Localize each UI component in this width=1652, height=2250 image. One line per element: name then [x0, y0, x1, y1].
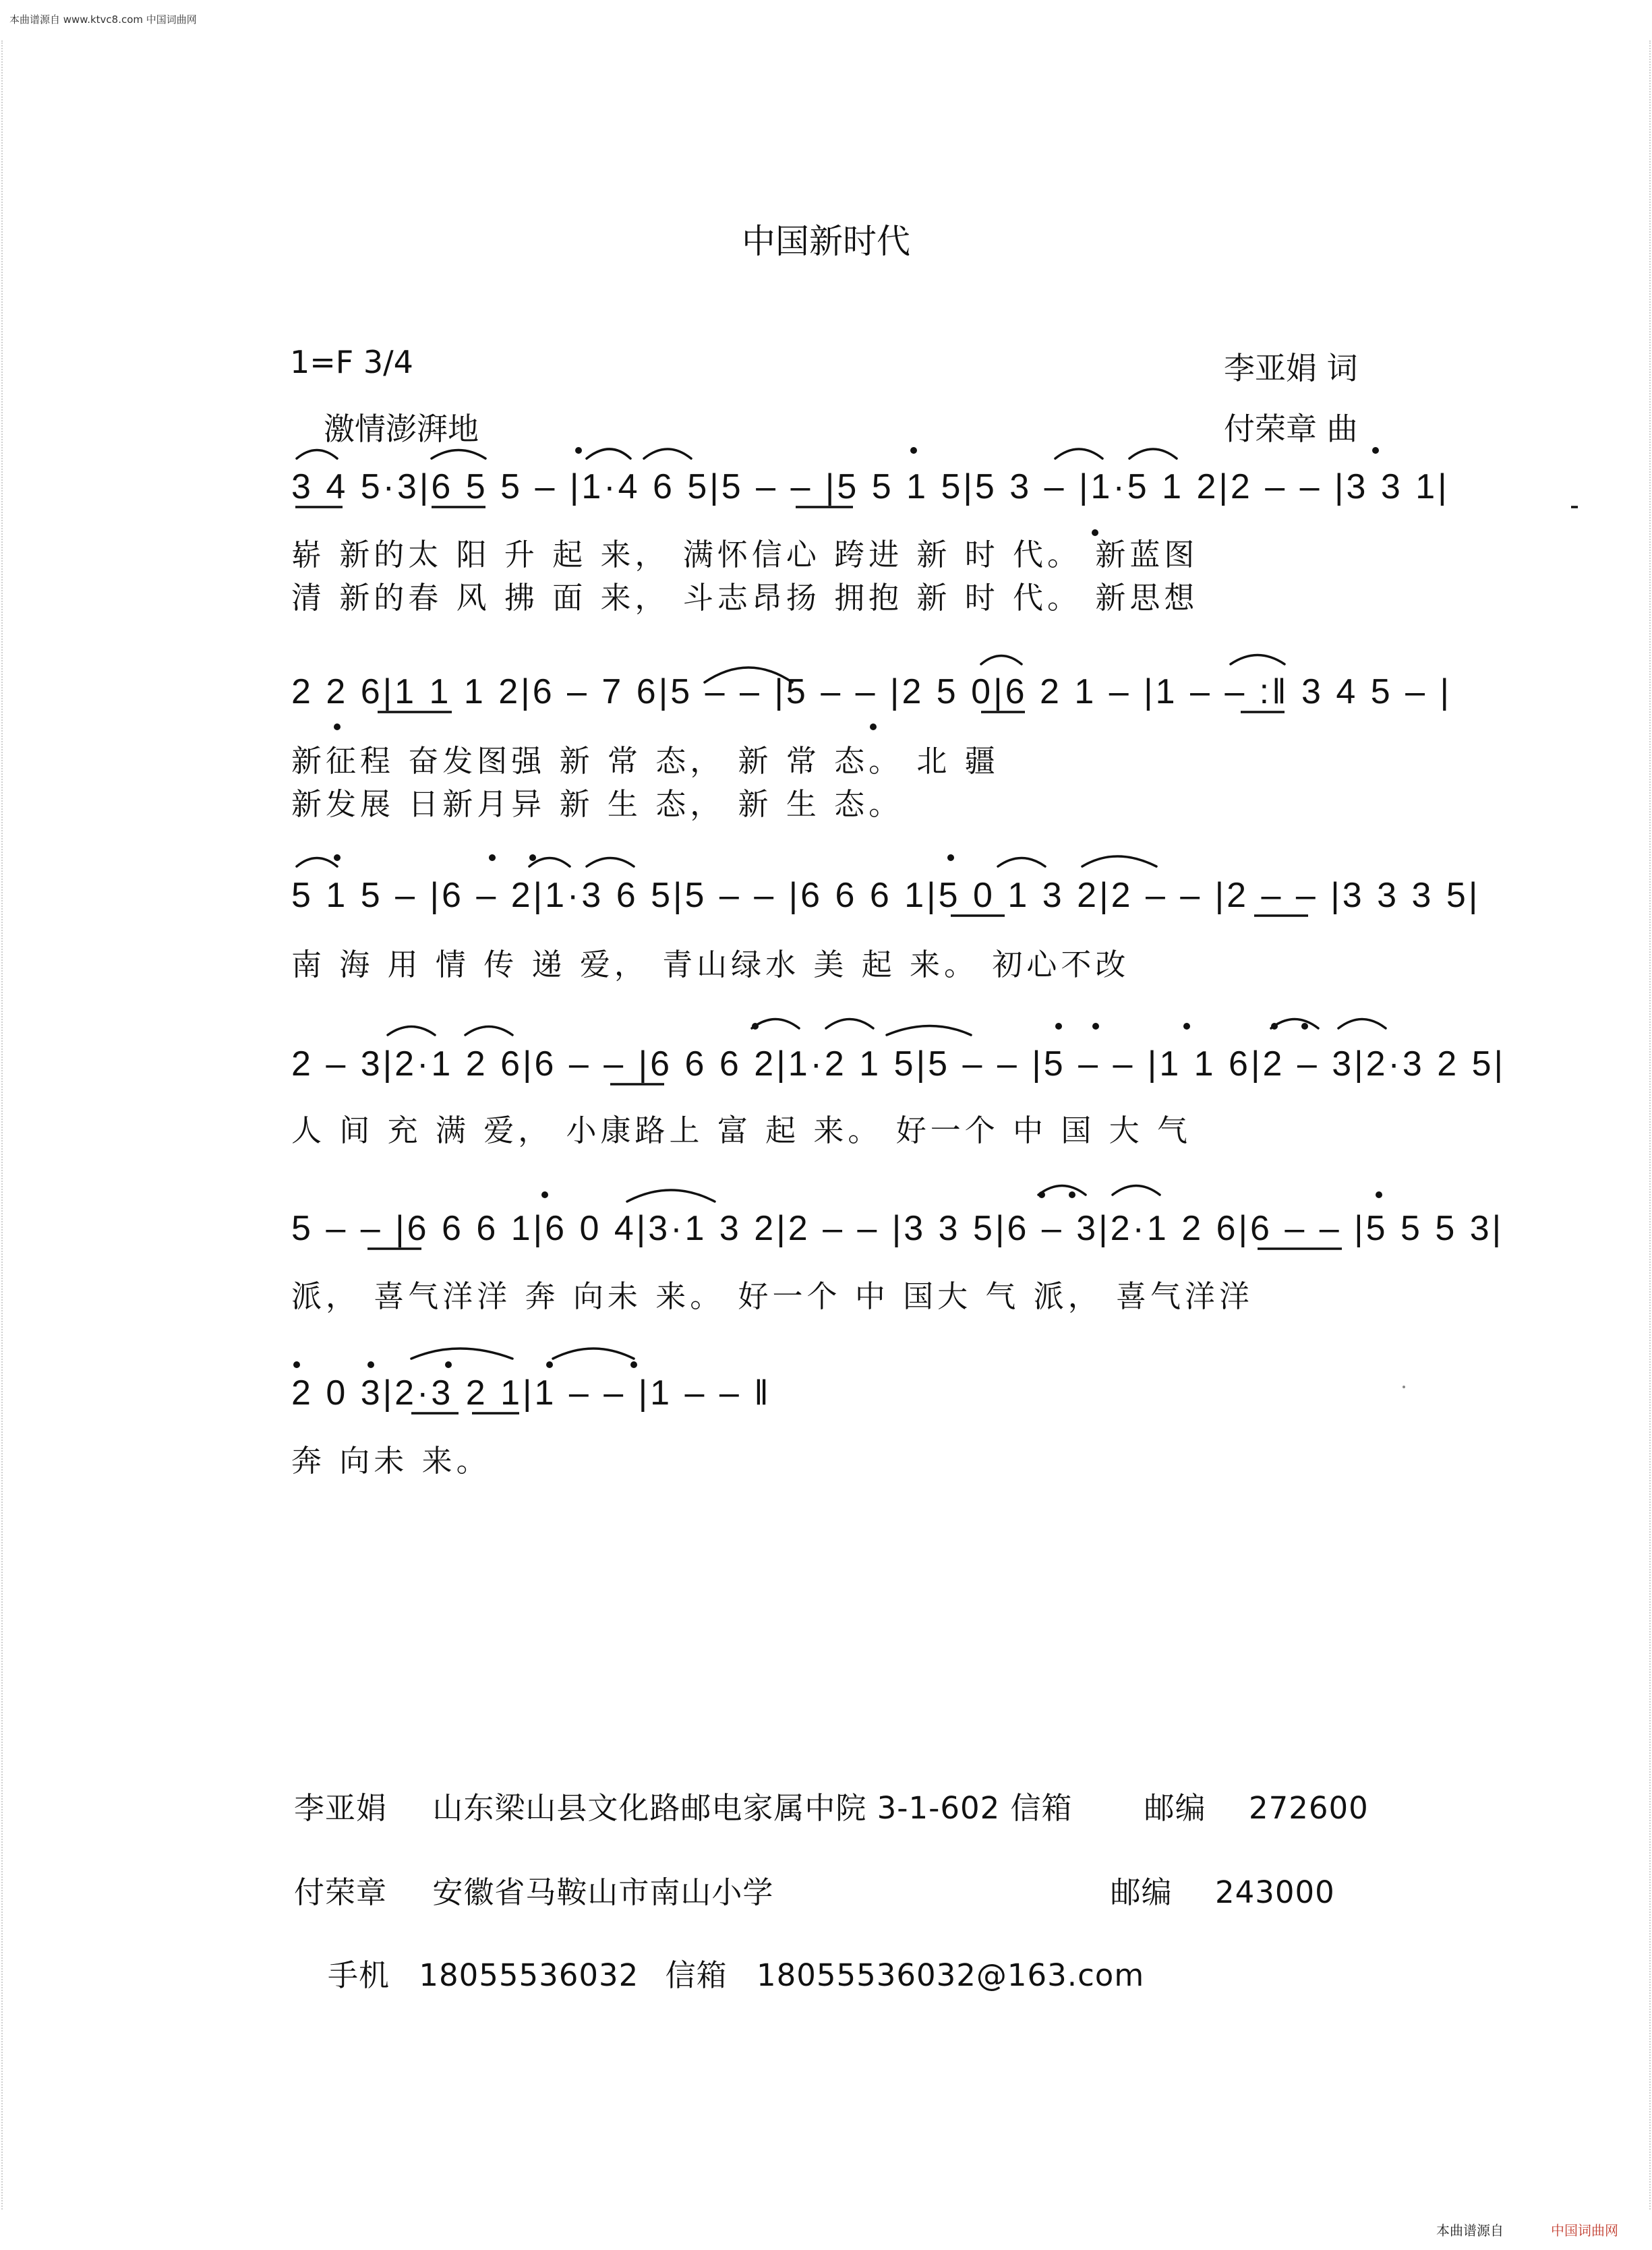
octave-dot	[752, 1023, 759, 1030]
email-value: 18055536032@163.com	[756, 1957, 1145, 1993]
lyrics-system-2-verse-2: 新发展 日新月异 新 生 态， 新 生 态。	[291, 786, 904, 822]
slur-mark	[752, 1019, 799, 1029]
score-system-6: 2 0 3|2·3 2 1|1 – – |1 – – ‖	[291, 1373, 771, 1413]
octave-dot	[293, 1361, 300, 1368]
key-time-signature: 1=F 3/4	[290, 344, 413, 380]
contact-name: 李亚娟	[294, 1790, 388, 1826]
octave-dot	[1092, 1023, 1099, 1030]
postcode-value: 243000	[1214, 1874, 1335, 1910]
slur-mark	[388, 1027, 435, 1036]
score-system-2: 2 2 6|1 1 1 2|6 – 7 6|5 – – |5 – – |2 5 0|6 2 1 – |1 – – :‖ 3 4 5 – |	[291, 672, 1452, 711]
octave-dot	[1069, 1191, 1075, 1198]
lyrics-system-1-verse-2: 清 新的春 风 拂 面 来， 斗志昂扬 拥抱 新 时 代。 新思想	[291, 580, 1199, 616]
octave-dot	[1372, 447, 1379, 454]
postcode-label: 邮编	[1110, 1874, 1173, 1910]
phone-value: 18055536032	[419, 1957, 639, 1993]
octave-dot	[630, 1361, 637, 1368]
slur-mark	[826, 1019, 873, 1029]
slur-mark	[1082, 856, 1156, 866]
right-edge-strip	[1640, 40, 1651, 2210]
slur-mark	[981, 656, 1022, 665]
slur-mark	[1271, 1019, 1318, 1029]
octave-dot	[947, 854, 954, 861]
octave-dot	[529, 854, 536, 861]
source-credit: 本曲谱源自 www.ktvc8.com 中国词曲网	[9, 13, 197, 26]
lyrics-system-2-verse-1: 新征程 奋发图强 新 常 态， 新 常 态。 北 疆	[291, 743, 999, 779]
octave-dot	[575, 447, 582, 454]
slur-mark	[465, 1027, 512, 1036]
slur-mark	[644, 449, 691, 458]
tempo-marking: 激情澎湃地	[324, 411, 479, 447]
octave-dot	[541, 1191, 548, 1198]
contact-composer	[294, 1868, 1335, 1912]
score-system-5: 5 – – |6 6 6 1|6 0 4|3·1 3 2|2 – – |3 3 5|6 – 3|2·1 2 6|6 – – |5 5 5 3|	[291, 1209, 1504, 1248]
octave-dot	[870, 723, 877, 730]
slur-mark	[1338, 1019, 1386, 1029]
contact-address: 安徽省马鞍山市南山小学	[432, 1874, 774, 1910]
left-edge-strip	[1, 40, 12, 2210]
postcode-value: 272600	[1248, 1790, 1369, 1826]
lyricist-credit: 李亚娟 词	[1224, 350, 1358, 386]
slur-mark	[1129, 449, 1177, 458]
slur-mark	[297, 450, 337, 459]
octave-dot	[1271, 1023, 1278, 1030]
postcode-label: 邮编	[1144, 1790, 1206, 1826]
lyrics-system-3: 南 海 用 情 传 递 爱， 青山绿水 美 起 来。 初心不改	[291, 947, 1130, 982]
footer-site-name: 中国词曲网	[1551, 2222, 1618, 2239]
song-title: 中国新时代	[742, 222, 910, 261]
contact-name: 付荣章	[294, 1874, 388, 1910]
slur-mark	[553, 1349, 634, 1359]
octave-dot	[1183, 1023, 1190, 1030]
phone-label: 手机	[328, 1957, 390, 1993]
octave-dot	[1376, 1191, 1382, 1198]
octave-dot	[1301, 1023, 1308, 1030]
slur-mark	[1231, 655, 1285, 665]
slur-mark	[529, 858, 570, 867]
lyrics-system-4: 人 间 充 满 爱， 小康路上 富 起 来。 好一个 中 国 大 气	[291, 1113, 1191, 1148]
slur-mark	[887, 1026, 971, 1036]
contact-address: 山东梁山县文化路邮电家属中院 3-1-602 信箱	[432, 1790, 1073, 1826]
contact-lyricist	[294, 1783, 1369, 1827]
composer-credit: 付荣章 曲	[1224, 411, 1358, 447]
octave-dot	[334, 723, 341, 730]
stray-dot	[1403, 1386, 1405, 1388]
octave-dot	[546, 1361, 553, 1368]
slur-mark	[432, 450, 485, 459]
score-system-4: 2 – 3|2·1 2 6|6 – – |6 6 6 2|1·2 1 5|5 – – |5 – – |1 1 6|2 – 3|2·3 2 5|	[291, 1044, 1506, 1084]
footer-source-text: 本曲谱源自	[1436, 2222, 1504, 2239]
slur-mark	[1055, 449, 1102, 458]
lyrics-system-5: 派， 喜气洋洋 奔 向未 来。 好一个 中 国大 气 派， 喜气洋洋	[291, 1278, 1254, 1314]
contact-phone-email	[328, 1951, 1144, 1994]
slur-mark	[587, 858, 634, 867]
lyrics-system-1-verse-1: 崭 新的太 阳 升 起 来， 满怀信心 跨进 新 时 代。 新蓝图	[291, 537, 1199, 572]
octave-dot	[1055, 1023, 1062, 1030]
slur-mark	[1038, 1186, 1086, 1195]
octave-dot	[1038, 1191, 1045, 1198]
score-system-3: 5 1 5 – |6 – 2|1·3 6 5|5 – – |6 6 6 1|5 0 1 3 2|2 – – |2 – – |3 3 3 5|	[291, 876, 1481, 915]
octave-dot	[445, 1361, 452, 1368]
octave-dot	[334, 854, 341, 861]
mailbox-label: 信箱	[665, 1957, 728, 1993]
slur-mark	[998, 858, 1045, 867]
lyrics-system-6: 奔 向未 来。	[291, 1443, 491, 1479]
slur-mark	[297, 858, 337, 867]
slur-mark	[627, 1190, 715, 1202]
octave-dot	[367, 1361, 374, 1368]
score-system-1: 3 4 5·3|6 5 5 – |1·4 6 5|5 – – |5 5 1 5|5 3 – |1·5 1 2|2 – – |3 3 1|	[291, 467, 1450, 506]
slur-mark	[587, 449, 630, 458]
octave-dot	[489, 854, 496, 861]
slur-mark	[1113, 1186, 1160, 1195]
octave-dot	[910, 447, 917, 454]
slur-mark	[411, 1349, 512, 1359]
